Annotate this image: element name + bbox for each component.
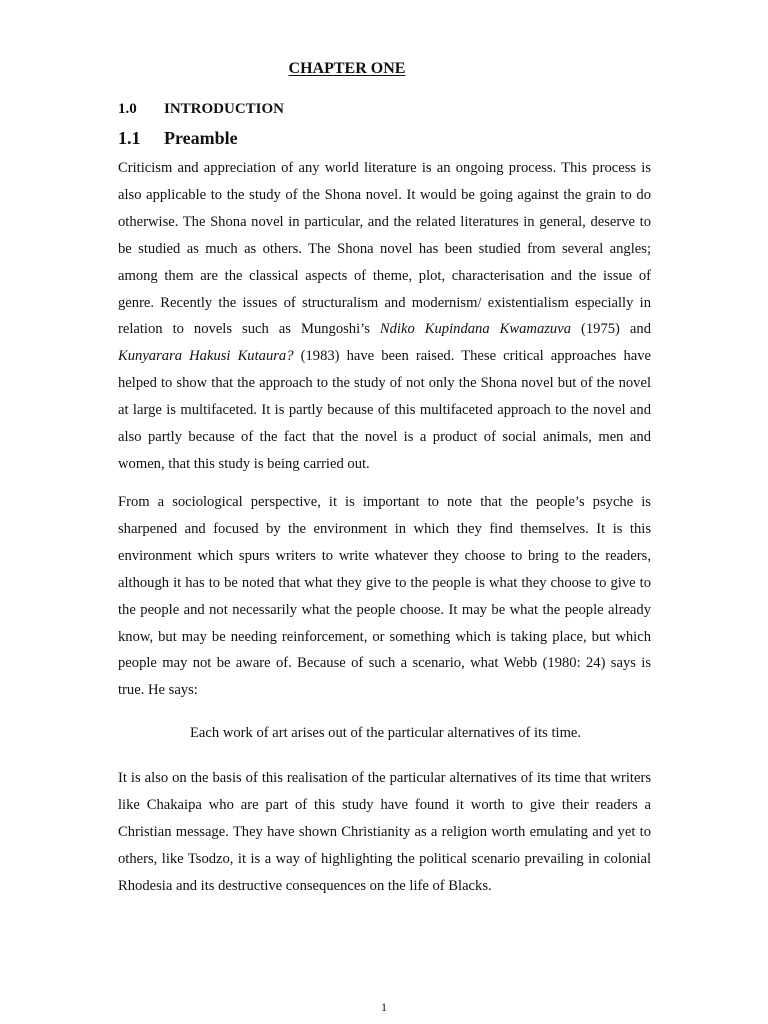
paragraph-1 bbox=[118, 155, 651, 478]
paragraph-1-text-b: (1975) and bbox=[571, 321, 651, 338]
novel-title-kunyarara: Kunyarara Hakusi Kutaura? bbox=[118, 348, 294, 365]
section-title: INTRODUCTION bbox=[164, 101, 285, 117]
paragraph-1-text-c: (1983) have been raised. These critical approaches have helped to show that the approach to the study of not only the Shona novel but of the novel at large is multifaceted. It is partly because of this multifaceted approach to the novel and also partly because of the fact that the novel is a product of social animals, men and women, that this study is being carried out. bbox=[118, 348, 651, 472]
paragraph-2: From a sociological perspective, it is important to note that the people’s psyche is sharpened and focused by the environment in which they find themselves. It is this environment which spurs writers to write whatever they choose to bring to the readers, although it has to be noted that what they give to the people is what they choose to give to the people and not necessarily what the people choose. It may be what the people already know, but may be needing reinforcement, or something which is taking place, but which people may not be aware of. Because of such a scenario, what Webb (1980: 24) says is true. He says: bbox=[118, 494, 651, 699]
page-number: 1 bbox=[381, 1000, 387, 1014]
section-number: 1.0 bbox=[118, 101, 137, 117]
novel-title-ndiko: Ndiko Kupindana Kwamazuva bbox=[379, 321, 571, 338]
section-heading bbox=[118, 101, 284, 118]
paragraph-1-text-a: Criticism and appreciation of any world literature is an ongoing process. This process is also applicable to the study of the Shona novel. It would be going against the grain to do otherwise. The Shona novel in particular, and the related literatures in general, deserve to be studied as much as others. The Shona novel has been studied from several angles; among them are the classical aspects of theme, plot, characterisation and the issue of genre. Recently the issues of structuralism and modernism/ existentialism especially in relation to novels such as Mungoshi’s bbox=[118, 160, 651, 338]
subsection-title: Preamble bbox=[164, 128, 238, 148]
subsection-heading bbox=[118, 128, 238, 149]
chapter-title: CHAPTER ONE bbox=[288, 60, 406, 77]
block-quote: Each work of art arises out of the particular alternatives of its time. bbox=[190, 725, 582, 741]
subsection-number: 1.1 bbox=[118, 128, 141, 148]
paragraph-3: It is also on the basis of this realisation of the particular alternatives of its time that writers like Chakaipa who are part of this study have found it worth to give their readers a Christian message. They have shown Christianity as a religion worth emulating and yet to others, like Tsodzo, it is a way of highlighting the political scenario prevailing in colonial Rhodesia and its destructive consequences on the life of Blacks. bbox=[118, 770, 651, 894]
